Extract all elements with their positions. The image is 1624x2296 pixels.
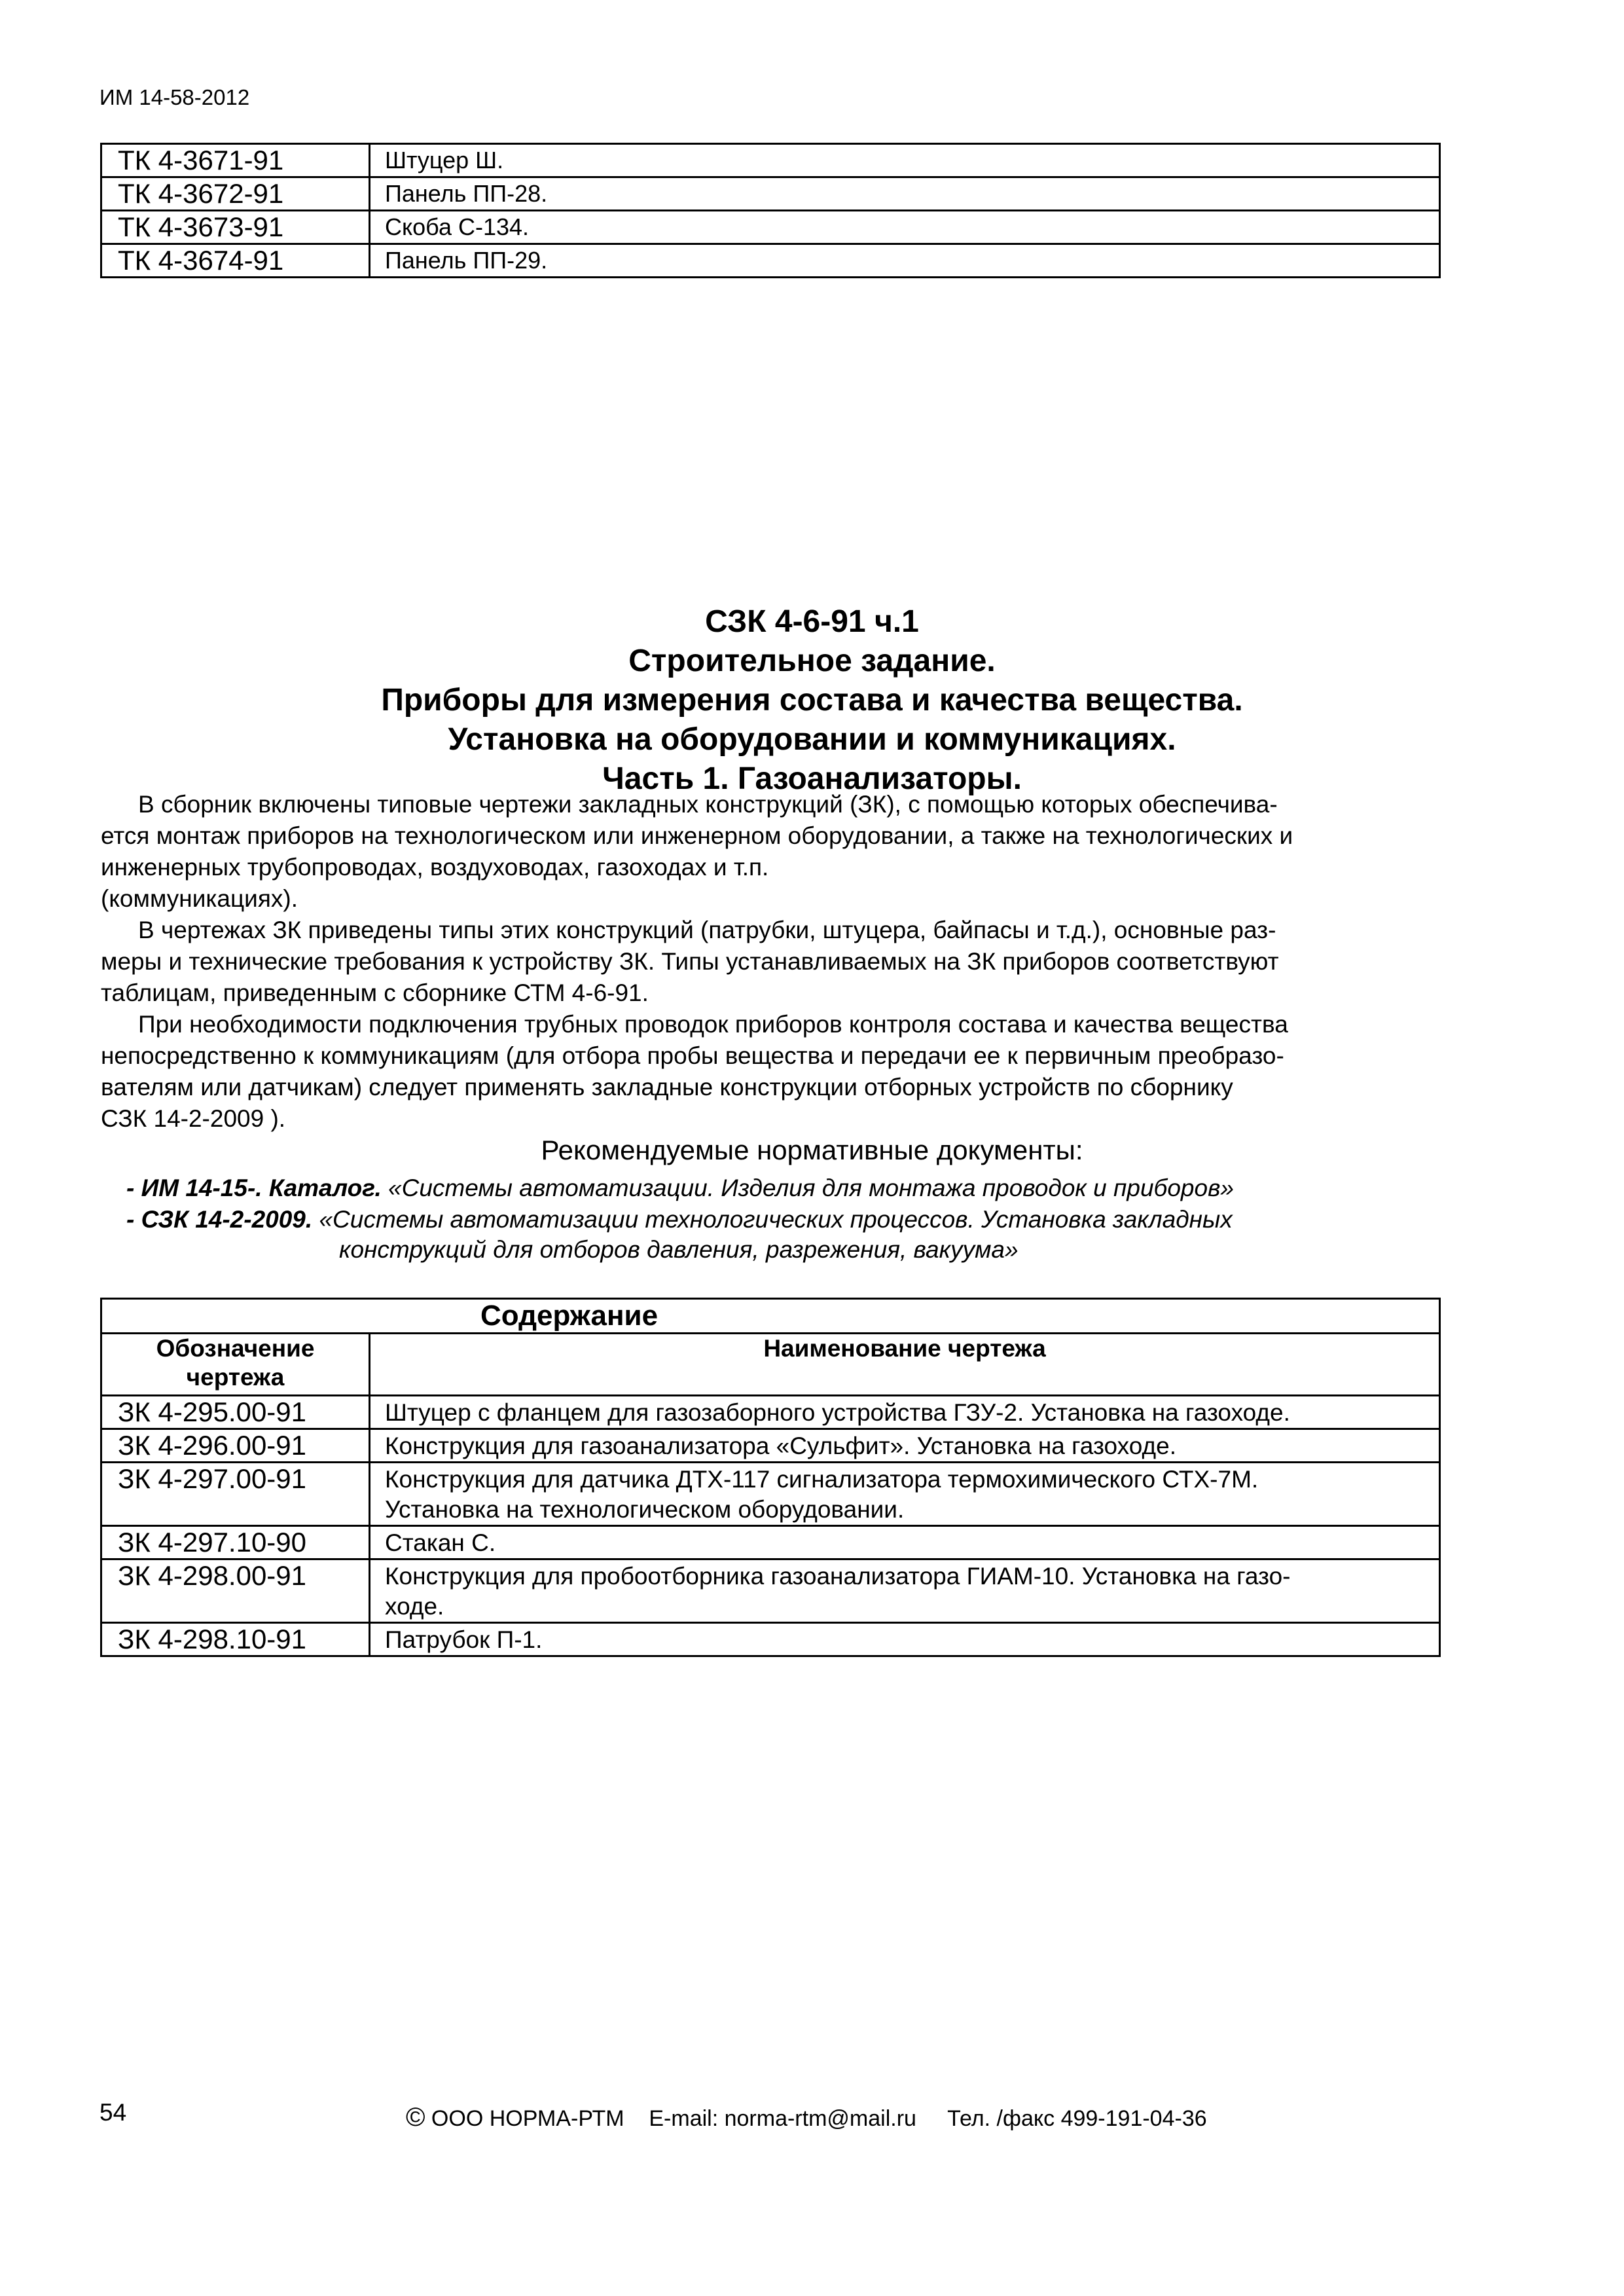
- row-code: ЗК 4-297.00-91: [101, 1463, 370, 1526]
- reference-code: - СЗК 14-2-2009.: [126, 1206, 313, 1233]
- row-name: Панель ПП-28.: [370, 177, 1440, 211]
- row-code: ЗК 4-298.10-91: [101, 1623, 370, 1656]
- reference-title: «Системы автоматизации технологических процессов. Установка закладных: [312, 1206, 1233, 1233]
- text-line: (коммуникациях).: [101, 885, 298, 912]
- row-code: ТК 4-3672-91: [101, 177, 370, 211]
- table-row: [101, 1526, 1440, 1559]
- row-code: ТК 4-3671-91: [101, 144, 370, 177]
- text-line: В чертежах ЗК приведены типы этих конструкций (патрубки, штуцера, байпасы и т.д.), основные раз-: [138, 917, 1276, 943]
- row-code: ТК 4-3673-91: [101, 211, 370, 244]
- table-row: [101, 1623, 1440, 1656]
- text-line: СЗК 14-2-2009 ).: [101, 1105, 286, 1132]
- contents-caption: Содержание: [101, 1299, 1440, 1334]
- row-name: Конструкция для датчика ДТХ-117 сигнализатора термохимического СТХ-7М. Установка на технологическом оборудовании.: [370, 1463, 1440, 1526]
- row-name: Панель ПП-29.: [370, 244, 1440, 278]
- table-row: [101, 144, 1440, 177]
- text-line: При необходимости подключения трубных проводок приборов контроля состава и качества вещества: [138, 1011, 1288, 1038]
- row-name: Конструкция для пробоотборника газоанализатора ГИАМ-10. Установка на газо- ходе.: [370, 1559, 1440, 1623]
- document-code: ИМ 14-58-2012: [99, 85, 250, 109]
- section-title: [0, 602, 1624, 799]
- row-name: Скоба С-134.: [370, 211, 1440, 244]
- text-line: непосредственно к коммуникациям (для отбора пробы вещества и передачи ее к первичным преобразо-: [101, 1042, 1284, 1069]
- row-code: ЗК 4-297.10-90: [101, 1526, 370, 1559]
- reference-item: [126, 1173, 1234, 1203]
- text-line: таблицам, приведенным с сборнике СТМ 4-6-91.: [101, 979, 649, 1006]
- reference-item: [126, 1205, 1233, 1235]
- row-name: Патрубок П-1.: [370, 1623, 1440, 1656]
- table-row: [101, 177, 1440, 211]
- text-line: ется монтаж приборов на технологическом или инженерном оборудовании, а также на технологических и: [101, 822, 1293, 849]
- reference-title: «Системы автоматизации. Изделия для монтажа проводок и приборов»: [381, 1175, 1234, 1201]
- copyright-icon: ©: [406, 2103, 425, 2132]
- column-header-code: [101, 1334, 370, 1396]
- table-row: [101, 244, 1440, 278]
- title-line: Строительное задание.: [628, 644, 996, 678]
- table-row: [101, 1463, 1440, 1526]
- column-header-name: Наименование чертежа: [370, 1334, 1440, 1396]
- table-row: [101, 211, 1440, 244]
- title-line: Часть 1. Газоанализаторы.: [602, 761, 1022, 796]
- title-line: Приборы для измерения состава и качества вещества.: [381, 683, 1243, 718]
- page-number: 54: [99, 2099, 127, 2126]
- row-code: ЗК 4-298.00-91: [101, 1559, 370, 1623]
- footer-phone: Тел. /факс 499-191-04-36: [947, 2106, 1207, 2131]
- header-line: чертежа: [186, 1364, 285, 1391]
- title-line: СЗК 4-6-91 ч.1: [705, 604, 919, 639]
- reference-item-continued: конструкций для отборов давления, разрежения, вакуума»: [339, 1236, 1019, 1263]
- header-line: Обозначение: [156, 1335, 315, 1362]
- table-row: [101, 1559, 1440, 1623]
- row-code: ЗК 4-295.00-91: [101, 1396, 370, 1429]
- row-name: Стакан С.: [370, 1526, 1440, 1559]
- reference-code: - ИМ 14-15-. Каталог.: [126, 1175, 382, 1201]
- recommended-heading: Рекомендуемые нормативные документы:: [541, 1135, 1083, 1165]
- footer: [406, 2103, 1207, 2132]
- table-row: [101, 1396, 1440, 1429]
- contents-table: [100, 1298, 1441, 1657]
- row-name: Конструкция для газоанализатора «Сульфит». Установка на газоходе.: [370, 1429, 1440, 1463]
- row-name: Штуцер Ш.: [370, 144, 1440, 177]
- title-line: Установка на оборудовании и коммуникациях.: [448, 722, 1176, 757]
- table-row: [101, 1429, 1440, 1463]
- row-code: ТК 4-3674-91: [101, 244, 370, 278]
- row-code: ЗК 4-296.00-91: [101, 1429, 370, 1463]
- text-line: В сборник включены типовые чертежи закладных конструкций (ЗК), с помощью которых обеспечива-: [138, 791, 1278, 818]
- header-row: [101, 1334, 1440, 1396]
- footer-email: E-mail: norma-rtm@mail.ru: [649, 2106, 916, 2131]
- row-name: Штуцер с фланцем для газозаборного устройства ГЗУ-2. Установка на газоходе.: [370, 1396, 1440, 1429]
- text-line: меры и технические требования к устройству ЗК. Типы устанавливаемых на ЗК приборов соответствуют: [101, 948, 1279, 975]
- text-line: вателям или датчикам) следует применять закладные конструкции отборных устройств по сборнику: [101, 1074, 1233, 1101]
- text-line: инженерных трубопроводах, воздуховодах, газоходах и т.п.: [101, 854, 769, 881]
- intro-text: [101, 789, 1443, 1135]
- company-name: ООО НОРМА-РТМ: [425, 2106, 624, 2131]
- top-table: [100, 143, 1441, 278]
